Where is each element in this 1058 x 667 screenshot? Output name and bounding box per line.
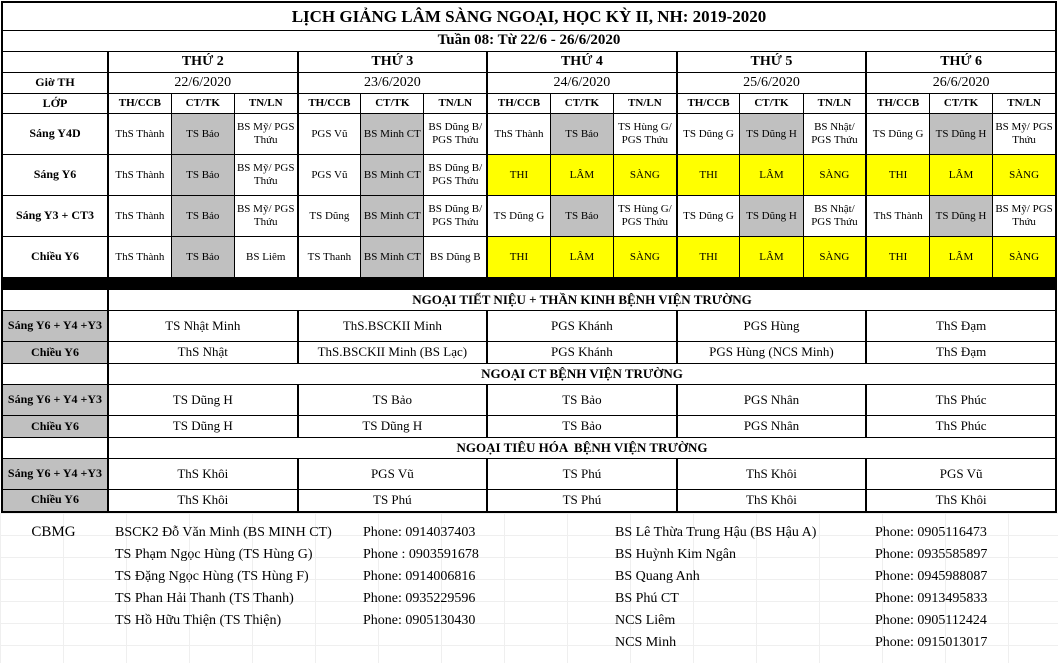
subcolumn-header: TN/LN [614, 94, 677, 114]
section-cell: ThS.BSCKII Minh (BS Lạc) [298, 342, 488, 364]
section-cell: ThS Khôi [108, 459, 298, 490]
schedule-cell: TS Bảo [550, 196, 613, 237]
class-row-label: LỚP [2, 94, 108, 114]
schedule-cell: SÀNG [614, 237, 677, 278]
schedule-cell: TS Dũng H [929, 196, 992, 237]
subcolumn-header: CT/TK [550, 94, 613, 114]
cbmg-phone: Phone: 0914006816 [363, 568, 476, 584]
schedule-cell: ThS Thành [866, 196, 929, 237]
section-cell: TS Bảo [487, 416, 677, 438]
schedule-cell: TS Dũng G [487, 196, 550, 237]
schedule-cell: SÀNG [803, 155, 866, 196]
date-cell: 25/6/2020 [677, 73, 867, 94]
date-cell: 26/6/2020 [866, 73, 1056, 94]
schedule-cell: LÂM [740, 237, 803, 278]
cbmg-line [0, 522, 1058, 544]
schedule-cell: TS Bảo [550, 114, 613, 155]
schedule-cell: LÂM [740, 155, 803, 196]
date-cell: 22/6/2020 [108, 73, 298, 94]
cbmg-line [0, 588, 1058, 610]
row-label: Chiều Y6 [2, 342, 108, 364]
row-label: Sáng Y4D [2, 114, 108, 155]
section-cell: TS Bảo [298, 385, 488, 416]
section-cell: TS Dũng H [298, 416, 488, 438]
subcolumn-header: TN/LN [803, 94, 866, 114]
schedule-cell: ThS Thành [487, 114, 550, 155]
schedule-cell: ThS Thành [108, 155, 171, 196]
cbmg-phone: Phone: 0905130430 [363, 612, 476, 628]
schedule-cell: THI [487, 155, 550, 196]
section-cell: TS Dũng H [108, 416, 298, 438]
schedule-cell: SÀNG [993, 237, 1056, 278]
subcolumn-header: CT/TK [740, 94, 803, 114]
day-header: THỨ 5 [677, 52, 867, 73]
schedule-cell: PGS Vũ [298, 114, 361, 155]
time-row-label: Giờ TH [2, 73, 108, 94]
section-cell: PGS Khánh [487, 342, 677, 364]
row-label: Sáng Y6 + Y4 +Y3 [2, 385, 108, 416]
cbmg-name: BS Lê Thừa Trung Hậu (BS Hậu A) [615, 524, 817, 540]
schedule-cell: SÀNG [993, 155, 1056, 196]
schedule-cell: TS Hùng G/ PGS Thứu [614, 114, 677, 155]
week-subtitle: Tuần 08: Từ 22/6 - 26/6/2020 [2, 31, 1056, 52]
section-cell: PGS Vũ [298, 459, 488, 490]
schedule-cell: TS Hùng G/ PGS Thứu [614, 196, 677, 237]
cbmg-phone: Phone: 0915013017 [875, 634, 988, 650]
subcolumn-header: TH/CCB [866, 94, 929, 114]
schedule-cell: TS Dũng G [866, 114, 929, 155]
cbmg-name: TS Phạm Ngọc Hùng (TS Hùng G) [115, 546, 313, 562]
section-title: NGOẠI TIẾT NIỆU + THẦN KINH BỆNH VIỆN TRƯỜNG [108, 290, 1056, 311]
cbmg-name: NCS Liêm [615, 612, 676, 628]
section-cell: TS Phú [487, 490, 677, 512]
subcolumn-header: TN/LN [993, 94, 1056, 114]
schedule-cell: BS Minh CT [361, 155, 424, 196]
schedule-cell: ThS Thành [108, 237, 171, 278]
section-blank [2, 438, 108, 459]
schedule-cell: PGS Vũ [298, 155, 361, 196]
cbmg-line [0, 632, 1058, 654]
section-cell: PGS Hùng [677, 311, 867, 342]
schedule-cell: THI [487, 237, 550, 278]
schedule-cell: THI [866, 237, 929, 278]
schedule-cell: TS Dũng G [677, 114, 740, 155]
schedule-cell: TS Dũng [298, 196, 361, 237]
schedule-cell: BS Nhật/ PGS Thứu [803, 114, 866, 155]
schedule-cell: ThS Thành [108, 114, 171, 155]
section-cell: TS Phú [298, 490, 488, 512]
day-header: THỨ 2 [108, 52, 298, 73]
cbmg-phone: Phone : 0903591678 [363, 546, 479, 562]
section-title: NGOẠI CT BỆNH VIỆN TRƯỜNG [108, 364, 1056, 385]
subcolumn-header: TH/CCB [108, 94, 171, 114]
page-title: LỊCH GIẢNG LÂM SÀNG NGOẠI, HỌC KỲ II, NH: 2019-2020 [2, 2, 1056, 31]
cbmg-name: TS Phan Hải Thanh (TS Thanh) [115, 590, 294, 606]
cbmg-name: BSCK2 Đỗ Văn Minh (BS MINH CT) [115, 524, 332, 540]
date-cell: 24/6/2020 [487, 73, 677, 94]
day-header: THỨ 6 [866, 52, 1056, 73]
section-cell: TS Bảo [487, 385, 677, 416]
cbmg-name: NCS Minh [615, 634, 677, 650]
schedule-cell: BS Mỹ/ PGS Thứu [234, 114, 297, 155]
cbmg-phone: Phone: 0945988087 [875, 568, 988, 584]
cbmg-name: BS Huỳnh Kim Ngân [615, 546, 736, 562]
cbmg-name: TS Hồ Hữu Thiện (TS Thiện) [115, 612, 282, 628]
cbmg-section [0, 513, 1058, 663]
schedule-cell: LÂM [550, 155, 613, 196]
schedule-cell: THI [677, 155, 740, 196]
schedule-cell: BS Minh CT [361, 114, 424, 155]
subcolumn-header: CT/TK [361, 94, 424, 114]
schedule-cell: TS Dũng G [677, 196, 740, 237]
cbmg-phone: Phone: 0905112424 [875, 612, 987, 628]
subcolumn-header: TN/LN [424, 94, 487, 114]
section-cell: ThS Khôi [108, 490, 298, 512]
schedule-cell: TS Dũng H [740, 196, 803, 237]
schedule-cell: THI [866, 155, 929, 196]
section-cell: ThS Đạm [866, 311, 1056, 342]
section-title: NGOẠI TIÊU HÓA BỆNH VIỆN TRƯỜNG [108, 438, 1056, 459]
subcolumn-header: TN/LN [234, 94, 297, 114]
section-cell: ThS Nhật [108, 342, 298, 364]
row-label: Chiều Y6 [2, 490, 108, 512]
schedule-cell: BS Dũng B/ PGS Thứu [424, 155, 487, 196]
section-blank [2, 364, 108, 385]
schedule-cell: SÀNG [803, 237, 866, 278]
section-cell: ThS.BSCKII Minh [298, 311, 488, 342]
section-cell: PGS Vũ [866, 459, 1056, 490]
schedule-cell: LÂM [929, 155, 992, 196]
cbmg-phone: Phone: 0913495833 [875, 590, 988, 606]
schedule-cell: SÀNG [614, 155, 677, 196]
row-label: Chiều Y6 [2, 416, 108, 438]
day-header: THỨ 4 [487, 52, 677, 73]
section-cell: PGS Nhân [677, 416, 867, 438]
section-cell: TS Nhật Minh [108, 311, 298, 342]
corner-blank [2, 52, 108, 73]
row-label: Sáng Y6 [2, 155, 108, 196]
section-cell: PGS Khánh [487, 311, 677, 342]
date-cell: 23/6/2020 [298, 73, 488, 94]
cbmg-name: BS Phú CT [615, 590, 679, 606]
subcolumn-header: TH/CCB [298, 94, 361, 114]
schedule-cell: BS Liêm [234, 237, 297, 278]
row-label: Sáng Y6 + Y4 +Y3 [2, 311, 108, 342]
schedule-cell: LÂM [929, 237, 992, 278]
schedule-cell: BS Minh CT [361, 196, 424, 237]
section-cell: ThS Khôi [677, 459, 867, 490]
schedule-cell: BS Mỹ/ PGS Thứu [234, 196, 297, 237]
schedule-cell: TS Bảo [171, 196, 234, 237]
schedule-cell: BS Mỹ/ PGS Thứu [234, 155, 297, 196]
schedule-cell: BS Minh CT [361, 237, 424, 278]
schedule-table [1, 1, 1057, 513]
section-cell: TS Phú [487, 459, 677, 490]
subcolumn-header: TH/CCB [677, 94, 740, 114]
section-cell: ThS Phúc [866, 416, 1056, 438]
cbmg-phone: Phone: 0935229596 [363, 590, 476, 606]
row-label: Sáng Y3 + CT3 [2, 196, 108, 237]
section-cell: TS Dũng H [108, 385, 298, 416]
row-label: Sáng Y6 + Y4 +Y3 [2, 459, 108, 490]
subcolumn-header: CT/TK [929, 94, 992, 114]
cbmg-phone: Phone: 0914037403 [363, 524, 476, 540]
schedule-cell: BS Dũng B/ PGS Thứu [424, 196, 487, 237]
schedule-cell: TS Bảo [171, 237, 234, 278]
schedule-cell: LÂM [550, 237, 613, 278]
schedule-cell: BS Mỹ/ PGS Thứu [993, 196, 1056, 237]
divider-bar [2, 278, 1056, 290]
schedule-cell: ThS Thành [108, 196, 171, 237]
schedule-cell: TS Dũng H [929, 114, 992, 155]
cbmg-phone: Phone: 0905116473 [875, 524, 987, 540]
cbmg-line [0, 610, 1058, 632]
schedule-cell: BS Dũng B/ PGS Thứu [424, 114, 487, 155]
cbmg-name: TS Đặng Ngọc Hùng (TS Hùng F) [115, 568, 309, 584]
schedule-cell: TS Bảo [171, 155, 234, 196]
subcolumn-header: CT/TK [171, 94, 234, 114]
day-header: THỨ 3 [298, 52, 488, 73]
schedule-cell: BS Mỹ/ PGS Thứu [993, 114, 1056, 155]
section-cell: PGS Nhân [677, 385, 867, 416]
cbmg-line [0, 544, 1058, 566]
section-blank [2, 290, 108, 311]
schedule-cell: THI [677, 237, 740, 278]
cbmg-line [0, 566, 1058, 588]
schedule-cell: TS Bảo [171, 114, 234, 155]
section-cell: ThS Đạm [866, 342, 1056, 364]
schedule-cell: BS Nhật/ PGS Thứu [803, 196, 866, 237]
cbmg-label: CBMG [31, 524, 76, 540]
row-label: Chiều Y6 [2, 237, 108, 278]
subcolumn-header: TH/CCB [487, 94, 550, 114]
section-cell: ThS Phúc [866, 385, 1056, 416]
section-cell: ThS Khôi [677, 490, 867, 512]
cbmg-phone: Phone: 0935585897 [875, 546, 988, 562]
cbmg-name: BS Quang Anh [615, 568, 700, 584]
schedule-cell: TS Dũng H [740, 114, 803, 155]
schedule-cell: TS Thanh [298, 237, 361, 278]
section-cell: PGS Hùng (NCS Minh) [677, 342, 867, 364]
schedule-cell: BS Dũng B [424, 237, 487, 278]
section-cell: ThS Khôi [866, 490, 1056, 512]
